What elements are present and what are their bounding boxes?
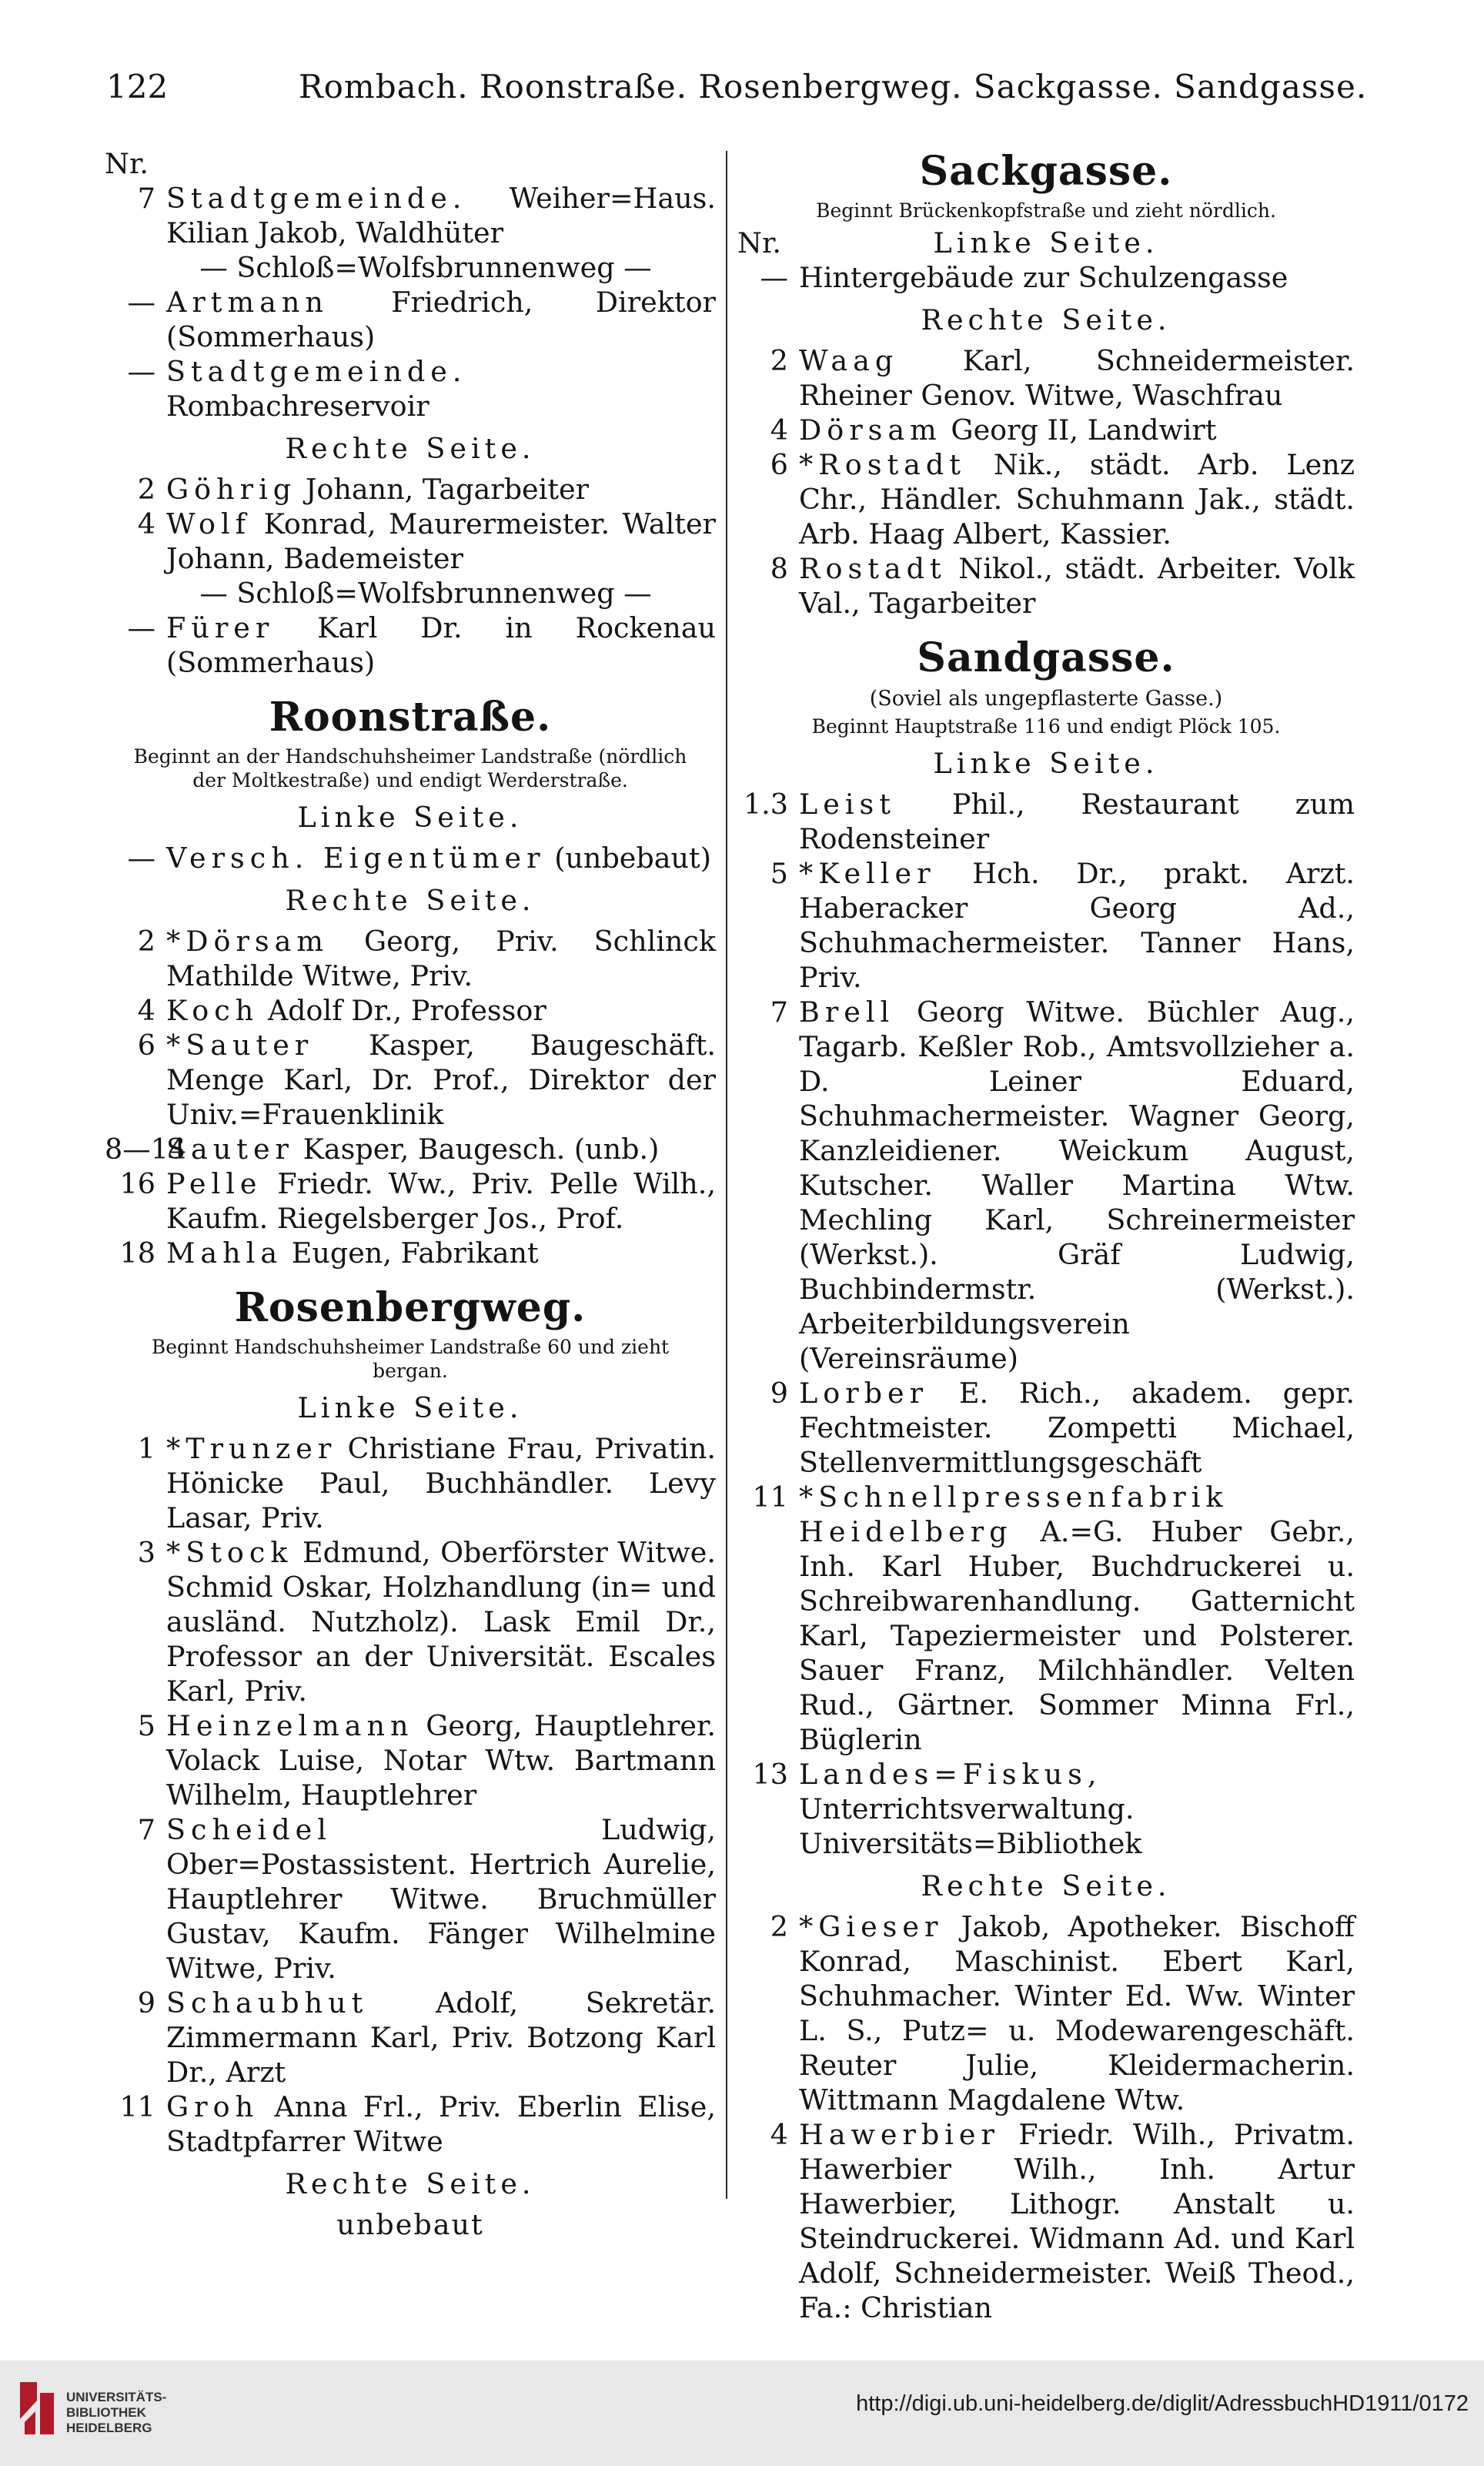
street-description: Beginnt Hauptstraße 116 und endigt Plöck 105. [811,715,1281,738]
house-number: 11 [119,2090,155,2123]
entry-text [799,447,1355,551]
house-number: 18 [119,1236,155,1270]
entry-row [737,1757,1355,1861]
owner-name: *Gieser [799,1910,944,1943]
entry-text [799,856,1355,995]
entry-row [105,1986,716,2090]
street-heading-roonstrasse: Roonstraße. [269,694,552,741]
occupant-details: Phil., Restaurant zum Rodensteiner [799,788,1355,855]
library-name-line: HEIDELBERG [66,2421,152,2435]
owner-name: Dörsam [799,413,942,447]
owner-name: Brell [799,995,895,1029]
nr-label: Nr. [105,147,149,180]
entry-row [737,343,1355,413]
house-number: — [760,261,788,294]
occupant-details: Jakob, Apotheker. Bischoff Konrad, Maschinist. Ebert Karl, Schuhmacher. Winter Ed. Ww. Winter L. S., Putz= u. Modewarengeschäft. Reuter Julie, Kleidermacherin. Wittmann Magdalene Wtw. [799,1910,1355,2116]
entry-text [799,2117,1355,2325]
side-label-linke: Linke Seite. [933,747,1159,780]
entry-row [105,841,716,875]
entry-row [105,611,716,680]
occupant-details: Adolf Dr., Professor [267,994,546,1027]
entry-text [799,1757,1355,1861]
library-name-line: UNIVERSITÄTS- [66,2390,167,2404]
house-number: 4 [137,994,155,1027]
entry-text [799,1909,1355,2117]
owner-name: *Schnellpressenfabrik Heidelberg [799,1481,1228,1548]
entry-row [737,260,1355,295]
street-heading-sackgasse: Sackgasse. [919,148,1173,195]
right-column [737,146,1355,2324]
entry-row [105,1236,716,1270]
page-number: 122 [106,68,169,105]
street-heading-sandgasse: Sandgasse. [917,634,1175,681]
owner-name: Lorber [799,1377,929,1410]
owner-name: Schaubhut [166,1986,369,2019]
side-label-linke: Linke Seite. [297,801,523,834]
entry-text [166,611,716,680]
house-number: 1.3 [743,788,788,821]
house-number: 8 [770,552,788,585]
entry-row [737,413,1355,447]
entry-text [166,841,716,875]
entry-row [105,924,716,993]
entry-text [166,285,716,354]
entry-text [799,260,1355,295]
owner-name: Mahla [166,1236,283,1270]
entry-row [105,472,716,507]
library-name-line: BIBLIOTHEK [66,2405,146,2420]
occupant-details: Georg, Priv. Schlinck Mathilde Witwe, Priv. [166,925,716,992]
entry-list [105,841,716,875]
occupant-details: Nik., städt. Arb. Lenz Chr., Händler. Schuhmann Jak., städt. Arb. Haag Albert, Kassier. [799,448,1355,550]
entry-text [166,1708,716,1812]
occupant-details: Christiane Frau, Privatin. Hönicke Paul, Buchhändler. Levy Lasar, Priv. [166,1432,716,1534]
entry-row [737,447,1355,551]
house-number: 4 [770,2118,788,2151]
side-label-rechte: Rechte Seite. [285,2167,536,2200]
entry-text [166,2090,716,2159]
occupant-details: Rombachreservoir [166,390,429,423]
occupant-details: A.=G. Huber Gebr., Inh. Karl Huber, Buchdruckerei u. Schreibwarenhandlung. Gatternicht Karl, Tapeziermeister und Polsterer. Sauer Franz, Milchhändler. Velten Rud., Gärtner. Sommer Minna Frl., Büglerin [799,1515,1355,1756]
house-number: 11 [752,1481,788,1514]
owner-name: *Dörsam [166,925,329,958]
entry-text [166,1812,716,1986]
occupant-details: Edmund, Oberförster Witwe. Schmid Oskar, Holzhandlung (in= und ausländ. Nutzholz). Lask Emil Dr., Professor an der Universität. Escales Karl, Priv. [166,1536,716,1708]
occupant-details: Weiher=Haus. Kilian Jakob, Waldhüter [166,182,716,249]
owner-name: Leist [799,788,896,821]
occupant-details: Georg II, Landwirt [951,413,1217,447]
library-footer [0,2361,1484,2466]
occupant-details: Nikol., städt. Arbeiter. Volk Val., Tagarbeiter [799,552,1355,620]
entry-text [166,354,716,423]
entry-row [105,1132,716,1166]
owner-name: Versch. Eigentümer [166,842,546,875]
entry-text [166,1535,716,1708]
house-number: — [127,355,155,388]
occupant-details: E. Rich., akadem. gepr. Fechtmeister. Zompetti Michael, Stellenvermittlungsgeschäft [799,1377,1355,1479]
entry-row [105,354,716,423]
occupant-details: Johann, Tagarbeiter [305,473,590,506]
owner-name: Waag [799,344,899,377]
entry-row [105,1028,716,1132]
entry-row [105,181,716,250]
house-number: 2 [770,1910,788,1943]
occupant-details: Ludwig, Ober=Postassistent. Hertrich Aurelie, Hauptlehrer Witwe. Bruchmüller Gustav, Kaufm. Fänger Wilhelmine Witwe, Priv. [166,1813,716,1985]
entry-row [737,995,1355,1376]
occupant-details: Friedr. Wilh., Privatm. Hawerbier Wilh., Inh. Artur Hawerbier, Lithogr. Anstalt u. Steindruckerei. Widmann Ad. und Karl Adolf, Schneidermeister. Weiß Theod., Fa.: Christian [799,2118,1355,2324]
occupant-details: Hch. Dr., prakt. Arzt. Haberacker Georg Ad., Schuhmachermeister. Tanner Hans, Priv. [799,857,1355,994]
entry-row [105,1431,716,1535]
entry-row [737,787,1355,856]
house-number: — [127,286,155,319]
house-number: 9 [137,1986,155,2019]
entry-text [166,993,716,1028]
running-title: Rombach. Roonstraße. Rosenbergweg. Sackgasse. Sandgasse. [299,68,1368,105]
owner-name: Artmann [166,286,329,319]
house-number: 6 [770,448,788,481]
occupant-details: Georg Witwe. Büchler Aug., Tagarb. Keßler Rob., Amtsvollzieher a. D. Leiner Eduard, Schuhmachermeister. Wagner Georg, Kanzleidiener. Weickum August, Kutscher. Waller Martina Wtw. Mechling Karl, Schreinermeister (Werkst.). Gräf Ludwig, Buchbindermstr. (Werkst.). Arbeiterbildungsverein (Vereinsräume) [799,995,1355,1375]
entry-row [105,2090,716,2159]
owner-name: Landes=Fiskus, [799,1758,1102,1791]
occupant-details: Eugen, Fabrikant [291,1236,539,1270]
occupant-details: Adolf, Sekretär. Zimmermann Karl, Priv. Botzong Karl Dr., Arzt [166,1986,717,2089]
street-heading-rosenbergweg: Rosenbergweg. [234,1284,587,1331]
owner-name: *Sauter [166,1029,314,1062]
street-description: Beginnt an der Handschuhsheimer Landstraße (nördlich der Moltkestraße) und endigt Werderstraße. [133,745,687,791]
owner-name: Wolf [166,507,252,540]
library-logo-icon [14,2377,60,2439]
occupant-details: Konrad, Maurermeister. Walter Johann, Bademeister [166,507,716,575]
entry-list [737,1909,1355,2325]
occupant-details: Anna Frl., Priv. Eberlin Elise, Stadtpfarrer Witwe [166,2090,716,2158]
owner-name: Stadtgemeinde. [166,182,467,215]
house-number: 2 [137,925,155,958]
owner-name: Rostadt [799,552,947,585]
entry-list [105,924,716,1270]
house-number: 8—14 [105,1133,187,1166]
house-number: 7 [137,1813,155,1846]
side-label-linke: Linke Seite. [933,226,1159,259]
entry-row [105,507,716,576]
occupant-details: Karl, Schneidermeister. Rheiner Genov. Witwe, Waschfrau [799,344,1355,412]
occupant-details: Friedrich, Direktor (Sommerhaus) [166,286,716,353]
occupant-details: Kasper, Baugesch. (unb.) [302,1133,660,1166]
owner-name: Koch [166,994,259,1027]
nr-side-row [737,226,1355,260]
permalink[interactable]: http://digi.ub.uni-heidelberg.de/diglit/AdressbuchHD1911/0172 [856,2391,1469,2416]
owner-name: Göhrig [166,473,297,506]
entry-text [166,507,716,576]
occupant-details: Karl Dr. in Rockenau (Sommerhaus) [166,611,716,679]
side-label-rechte: Rechte Seite. [285,432,536,465]
cross-street-marker: — Schloß=Wolfsbrunnenweg — [199,251,652,284]
entry-row [737,551,1355,621]
house-number: — [127,611,155,644]
entry-list [105,1431,716,2159]
owner-name: *Trunzer [166,1432,337,1465]
entry-row [105,993,716,1028]
house-number: 13 [752,1758,788,1791]
entry-row [105,1812,716,1986]
nr-label: Nr. [737,226,781,259]
page-header [106,60,1369,114]
occupant-details: Friedr. Ww., Priv. Pelle Wilh., Kaufm. Riegelsberger Jos., Prof. [166,1167,717,1235]
cross-street-marker: — Schloß=Wolfsbrunnenweg — [199,577,652,610]
occupant-details: (unbebaut) [554,842,711,875]
house-number: 3 [137,1536,155,1569]
entry-text [799,551,1355,621]
entry-list [737,260,1355,295]
entry-text [166,1236,716,1270]
entry-text [799,413,1355,447]
entry-row [105,1166,716,1236]
owner-name: Pelle [166,1167,262,1200]
owner-name: Sauter [166,1133,294,1166]
entry-row [105,285,716,354]
entry-text [166,1166,716,1236]
side-label-rechte: Rechte Seite. [921,1869,1171,1902]
entry-text [799,1376,1355,1480]
occupant-details: Hintergebäude zur Schulzengasse [799,261,1288,294]
house-number: 9 [770,1377,788,1410]
owner-name: *Keller [799,857,936,890]
entry-list [737,787,1355,1861]
house-number: 2 [770,344,788,377]
entry-row [737,1376,1355,1480]
occupant-details: Kasper, Baugeschäft. Menge Karl, Dr. Prof., Direktor der Univ.=Frauenklinik [166,1029,716,1131]
house-number: 1 [137,1432,155,1465]
entry-list [105,181,716,423]
entry-text [799,1480,1355,1757]
entry-list [737,343,1355,621]
side-label-rechte: Rechte Seite. [285,884,536,917]
owner-name: *Stock [166,1536,293,1569]
occupant-details: Georg, Hauptlehrer. Volack Luise, Notar Wtw. Bartmann Wilhelm, Hauptlehrer [166,1709,716,1812]
house-number: 6 [137,1029,155,1062]
house-number: 5 [770,857,788,890]
entry-row [105,1535,716,1708]
street-description: Beginnt Brückenkopfstraße und zieht nördlich. [816,199,1276,222]
house-number: 7 [137,182,155,215]
owner-name: Scheidel [166,1813,332,1846]
street-description: Beginnt Handschuhsheimer Landstraße 60 und zieht bergan. [151,1336,670,1382]
street-note: (Soviel als ungepflasterte Gasse.) [869,687,1223,711]
left-column [105,146,716,2248]
entry-text [166,1431,716,1535]
house-number: 16 [119,1167,155,1200]
entry-text [799,343,1355,413]
entry-text [166,1028,716,1132]
house-number: 7 [770,995,788,1029]
house-number: 4 [770,413,788,447]
column-divider [726,151,727,2199]
house-number: 4 [137,507,155,540]
entry-text [166,472,716,507]
owner-name: Groh [166,2090,259,2123]
entry-text [799,787,1355,856]
owner-name: Heinzelmann [166,1709,414,1742]
house-number: — [127,842,155,875]
entry-text [166,1986,716,2090]
side-label-rechte: Rechte Seite. [921,303,1171,336]
house-number: 5 [137,1709,155,1742]
entry-text [799,995,1355,1376]
entry-text [166,181,716,250]
owner-name: Stadtgemeinde. [166,355,467,388]
owner-name: *Rostadt [799,448,966,481]
entry-list [105,472,716,680]
house-number: 2 [137,473,155,506]
owner-name: Hawerbier [799,2118,1000,2151]
occupant-details: Unterrichtsverwaltung. Universitäts=Bibliothek [799,1792,1142,1860]
entry-row [105,1708,716,1812]
entry-text [166,1132,716,1166]
library-name [66,2390,166,2436]
entry-row [737,1480,1355,1757]
entry-row [737,1909,1355,2117]
entry-text [166,924,716,993]
owner-name: Fürer [166,611,275,644]
unbebaut-note: unbebaut [336,2208,484,2241]
entry-row [737,2117,1355,2325]
entry-row [737,856,1355,995]
side-label-linke: Linke Seite. [297,1391,523,1424]
